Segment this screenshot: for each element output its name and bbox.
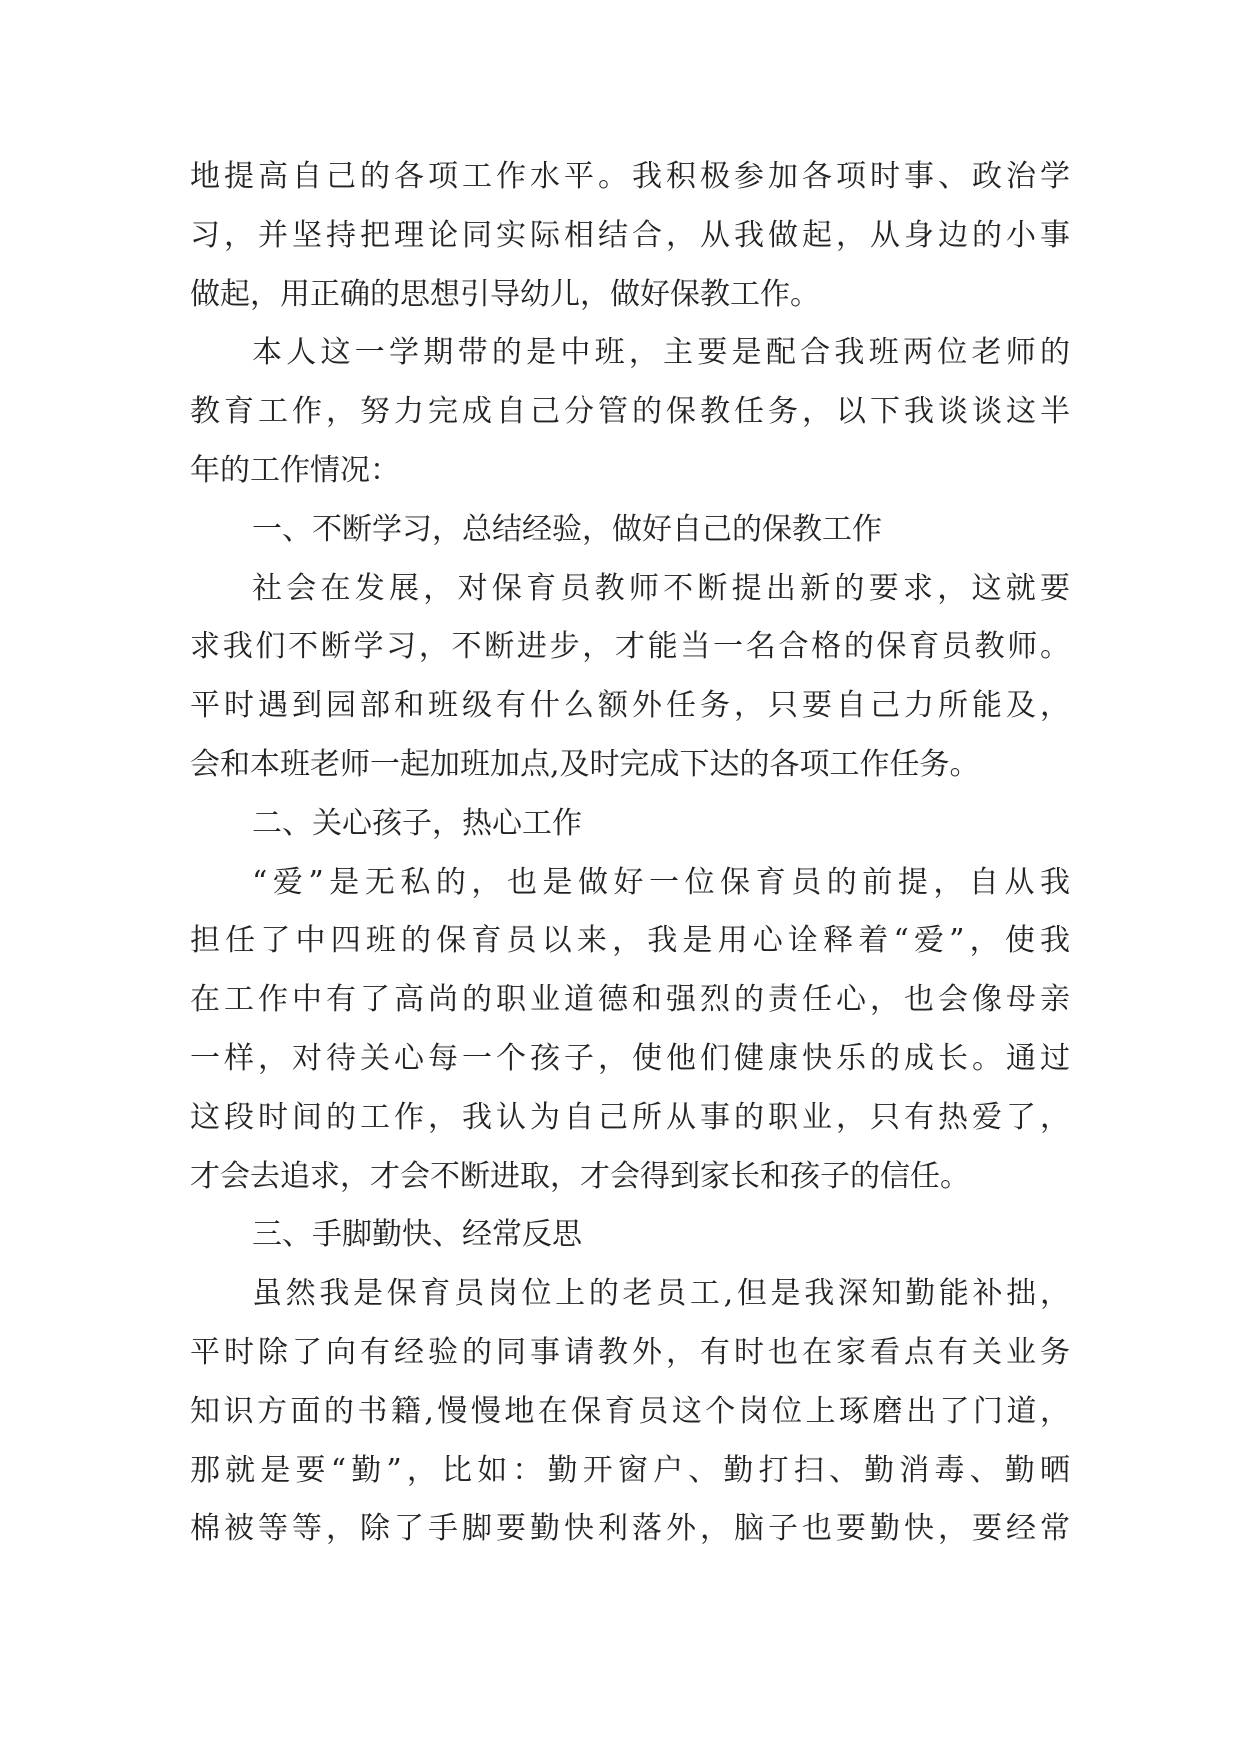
text-line: 一样，对待关心每一个孩子，使他们健康快乐的成长。通过 <box>190 1040 1070 1076</box>
text-line: 知识方面的书籍,慢慢地在保育员这个岗位上琢磨出了门道， <box>190 1393 1070 1429</box>
text-line: 棉被等等，除了手脚要勤快利落外，脑子也要勤快，要经常 <box>190 1511 1070 1547</box>
paragraph-first-line: 社会在发展，对保育员教师不断提出新的要求，这就要 <box>252 570 1070 606</box>
section-heading: 二、关心孩子，热心工作 <box>252 805 582 841</box>
text-line: 这段时间的工作，我认为自己所从事的职业，只有热爱了， <box>190 1099 1070 1135</box>
text-line: 担任了中四班的保育员以来，我是用心诠释着“爱”，使我 <box>190 923 1070 959</box>
section-heading: 一、不断学习，总结经验，做好自己的保教工作 <box>252 511 882 547</box>
paragraph-first-line: 本人这一学期带的是中班，主要是配合我班两位老师的 <box>252 335 1070 371</box>
text-line: 教育工作，努力完成自己分管的保教任务，以下我谈谈这半 <box>190 394 1070 430</box>
text-line: 才会去追求，才会不断进取，才会得到家长和孩子的信任。 <box>190 1158 970 1194</box>
text-line: 那就是要“勤”，比如：勤开窗户、勤打扫、勤消毒、勤晒 <box>190 1452 1070 1488</box>
text-line: 在工作中有了高尚的职业道德和强烈的责任心，也会像母亲 <box>190 982 1070 1018</box>
paragraph-first-line: “爱”是无私的，也是做好一位保育员的前提，自从我 <box>252 864 1070 900</box>
text-line: 平时除了向有经验的同事请教外，有时也在家看点有关业务 <box>190 1334 1070 1370</box>
text-line: 平时遇到园部和班级有什么额外任务，只要自己力所能及， <box>190 688 1070 724</box>
text-line: 习，并坚持把理论同实际相结合，从我做起，从身边的小事 <box>190 217 1070 253</box>
section-heading: 三、手脚勤快、经常反思 <box>252 1217 582 1253</box>
body-text <box>190 148 1070 1559</box>
paragraph-first-line: 虽然我是保育员岗位上的老员工,但是我深知勤能补拙， <box>252 1276 1070 1312</box>
text-line: 年的工作情况： <box>190 452 400 488</box>
text-line: 会和本班老师一起加班加点,及时完成下达的各项工作任务。 <box>190 746 980 782</box>
text-line: 做起，用正确的思想引导幼儿，做好保教工作。 <box>190 276 820 312</box>
text-line: 地提高自己的各项工作水平。我积极参加各项时事、政治学 <box>190 159 1070 194</box>
text-line: 求我们不断学习，不断进步，才能当一名合格的保育员教师。 <box>190 629 1070 665</box>
